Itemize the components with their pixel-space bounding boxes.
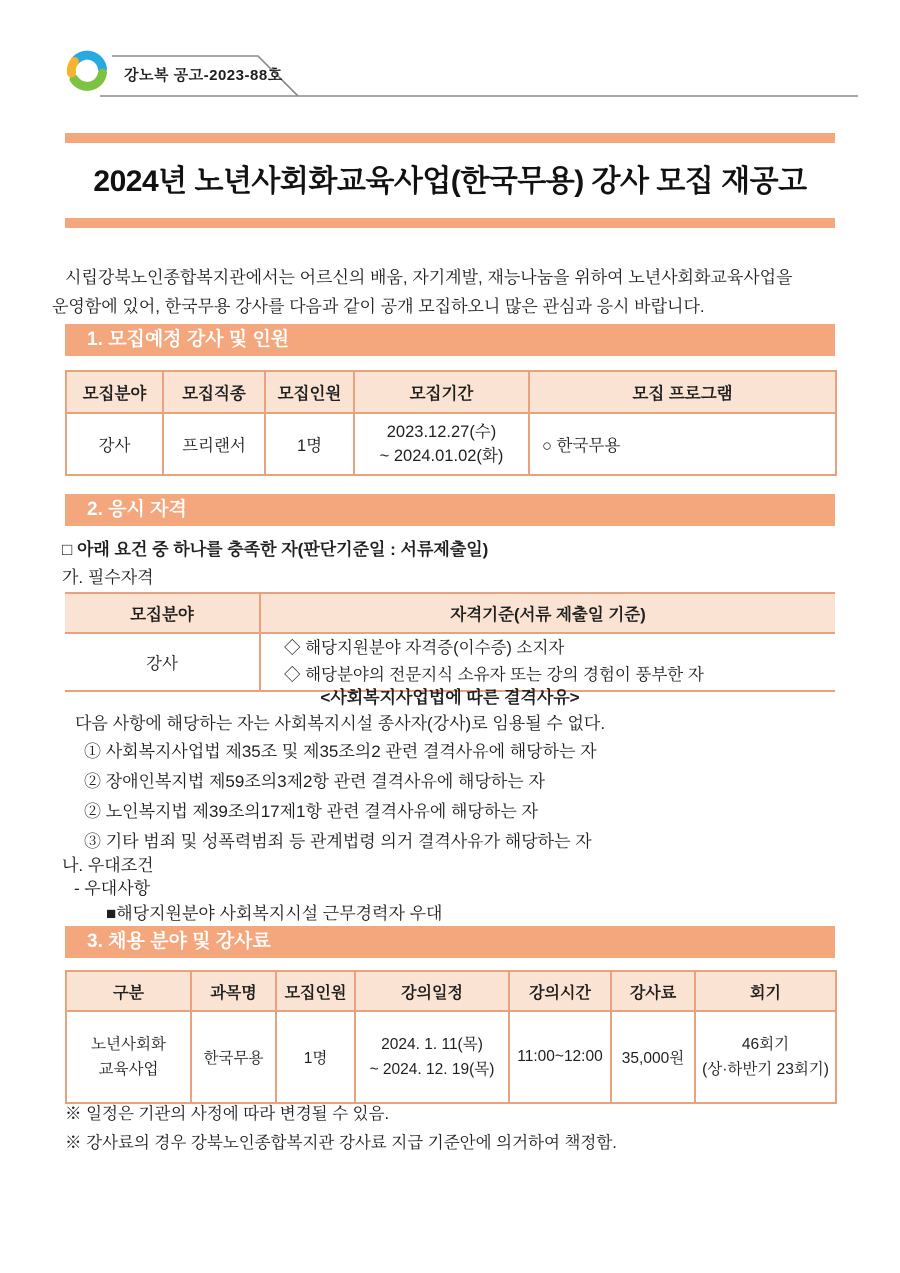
recruit-table-header-row [66,371,836,413]
col-header-category: 구분 [66,971,191,1011]
sessions-line-1: 46회기 [741,1036,790,1053]
criteria-line-1: ◇ 해당지원분야 자격증(이수증) 소지자 [284,639,565,657]
recruit-table-row [66,413,836,475]
footnote-2: ※ 강사료의 경우 강북노인종합복지관 강사료 지급 기준안에 의거하여 책정함. [65,1134,617,1152]
footnote-1: ※ 일정은 기관의 사정에 따라 변경될 수 있음. [65,1105,390,1123]
intro-line-2: 운영함에 있어, 한국무용 강사를 다음과 같이 공개 모집하오니 많은 관심과 응시 바랍니다. [52,297,705,316]
intro-line-1: 시립강북노인종합복지관에서는 어르신의 배움, 자기계발, 재능나눔을 위하여 노년사회화교육사업을 [65,268,793,287]
category-line-2: 교육사업 [98,1061,159,1078]
col-header-subject: 과목명 [191,971,276,1011]
col-header-program: 모집 프로그램 [529,371,836,413]
disqualification-title: <사회복지사업법에 따른 결격사유> [320,688,580,707]
cell-program: ○ 한국무용 [529,413,836,475]
cell-field: 강사 [66,413,163,475]
section2-header [65,494,835,526]
section1-title: 1. 모집예정 강사 및 인원 [87,329,290,350]
preference-item: ■해당지원분야 사회복지시설 근무경력자 우대 [106,904,443,923]
disqualification-intro: 다음 사항에 해당하는 자는 사회복지시설 종사자(강사)로 임용될 수 없다. [75,714,606,733]
cell-count: 1명 [265,413,354,475]
cell-qual-field: 강사 [65,633,260,691]
col-header-time: 강의시간 [509,971,611,1011]
disqualification-item-2: ② 장애인복지법 제59조의3제2항 관련 결격사유에 해당하는 자 [84,772,545,791]
subsection-a-label: 가. 필수자격 [62,568,154,587]
qualification-row [65,633,835,691]
qualification-header-row [65,593,835,633]
section2-title: 2. 응시 자격 [87,499,187,520]
period-line-2: ~ 2024.01.02(화) [379,447,504,465]
section1-header [65,324,835,356]
col-header-schedule: 강의일정 [355,971,509,1011]
schedule-line-2: ~ 2024. 12. 19(목) [369,1061,495,1078]
cell-subject: 한국무용 [191,1011,276,1103]
col-header-period: 모집기간 [354,371,529,413]
cell-fee: 35,000원 [611,1011,695,1103]
schedule-line-1: 2024. 1. 11(목) [381,1036,483,1053]
cell-schedule [355,1011,509,1103]
cell-qual-criteria [260,633,835,691]
col-header-job: 모집직종 [163,371,265,413]
cell-count2: 1명 [276,1011,355,1103]
requirement-note: □ 아래 요건 중 하나를 충족한 자(판단기준일 : 서류제출일) [62,540,489,559]
page-title: 2024년 노년사회화교육사업(한국무용) 강사 모집 재공고 [93,165,807,198]
qualification-table [65,592,835,692]
cell-job: 프리랜서 [163,413,265,475]
col-header-qual-criteria: 자격기준(서류 제출일 기준) [260,593,835,633]
title-bottom-bar [65,218,835,228]
notice-number: 강노복 공고-2023-88호 [124,67,283,84]
intro-paragraph [52,263,852,321]
fee-table [65,970,837,1104]
title-top-bar [65,133,835,143]
cell-sessions [695,1011,836,1103]
criteria-line-2: ◇ 해당분야의 전문지식 소유자 또는 강의 경험이 풍부한 자 [284,666,704,684]
cell-period [354,413,529,475]
cell-category [66,1011,191,1103]
col-header-count2: 모집인원 [276,971,355,1011]
fee-table-header-row [66,971,836,1011]
cell-time: 11:00~12:00 [509,1011,611,1103]
disqualification-item-4: ③ 기타 범죄 및 성폭력범죄 등 관계법령 의거 결격사유가 해당하는 자 [84,832,592,851]
col-header-count: 모집인원 [265,371,354,413]
category-line-1: 노년사회화 [91,1036,166,1053]
org-logo-icon [64,48,110,94]
recruit-overview-table [65,370,837,476]
fee-table-row [66,1011,836,1103]
col-header-sessions: 회기 [695,971,836,1011]
sessions-line-2: (상·하반기 23회기) [702,1061,829,1078]
section3-title: 3. 채용 분야 및 강사료 [87,931,271,952]
disqualification-item-1: ① 사회복지사업법 제35조 및 제35조의2 관련 결격사유에 해당하는 자 [84,742,597,761]
col-header-field: 모집분야 [66,371,163,413]
header-rule-lines [0,0,900,110]
subsection-b-label: 나. 우대조건 [62,856,154,875]
section3-header [65,926,835,958]
preference-label: - 우대사항 [74,879,151,898]
col-header-fee: 강사료 [611,971,695,1011]
col-header-qual-field: 모집분야 [65,593,260,633]
period-line-1: 2023.12.27(수) [386,423,497,441]
disqualification-item-3: ② 노인복지법 제39조의17제1항 관련 결격사유에 해당하는 자 [84,802,538,821]
